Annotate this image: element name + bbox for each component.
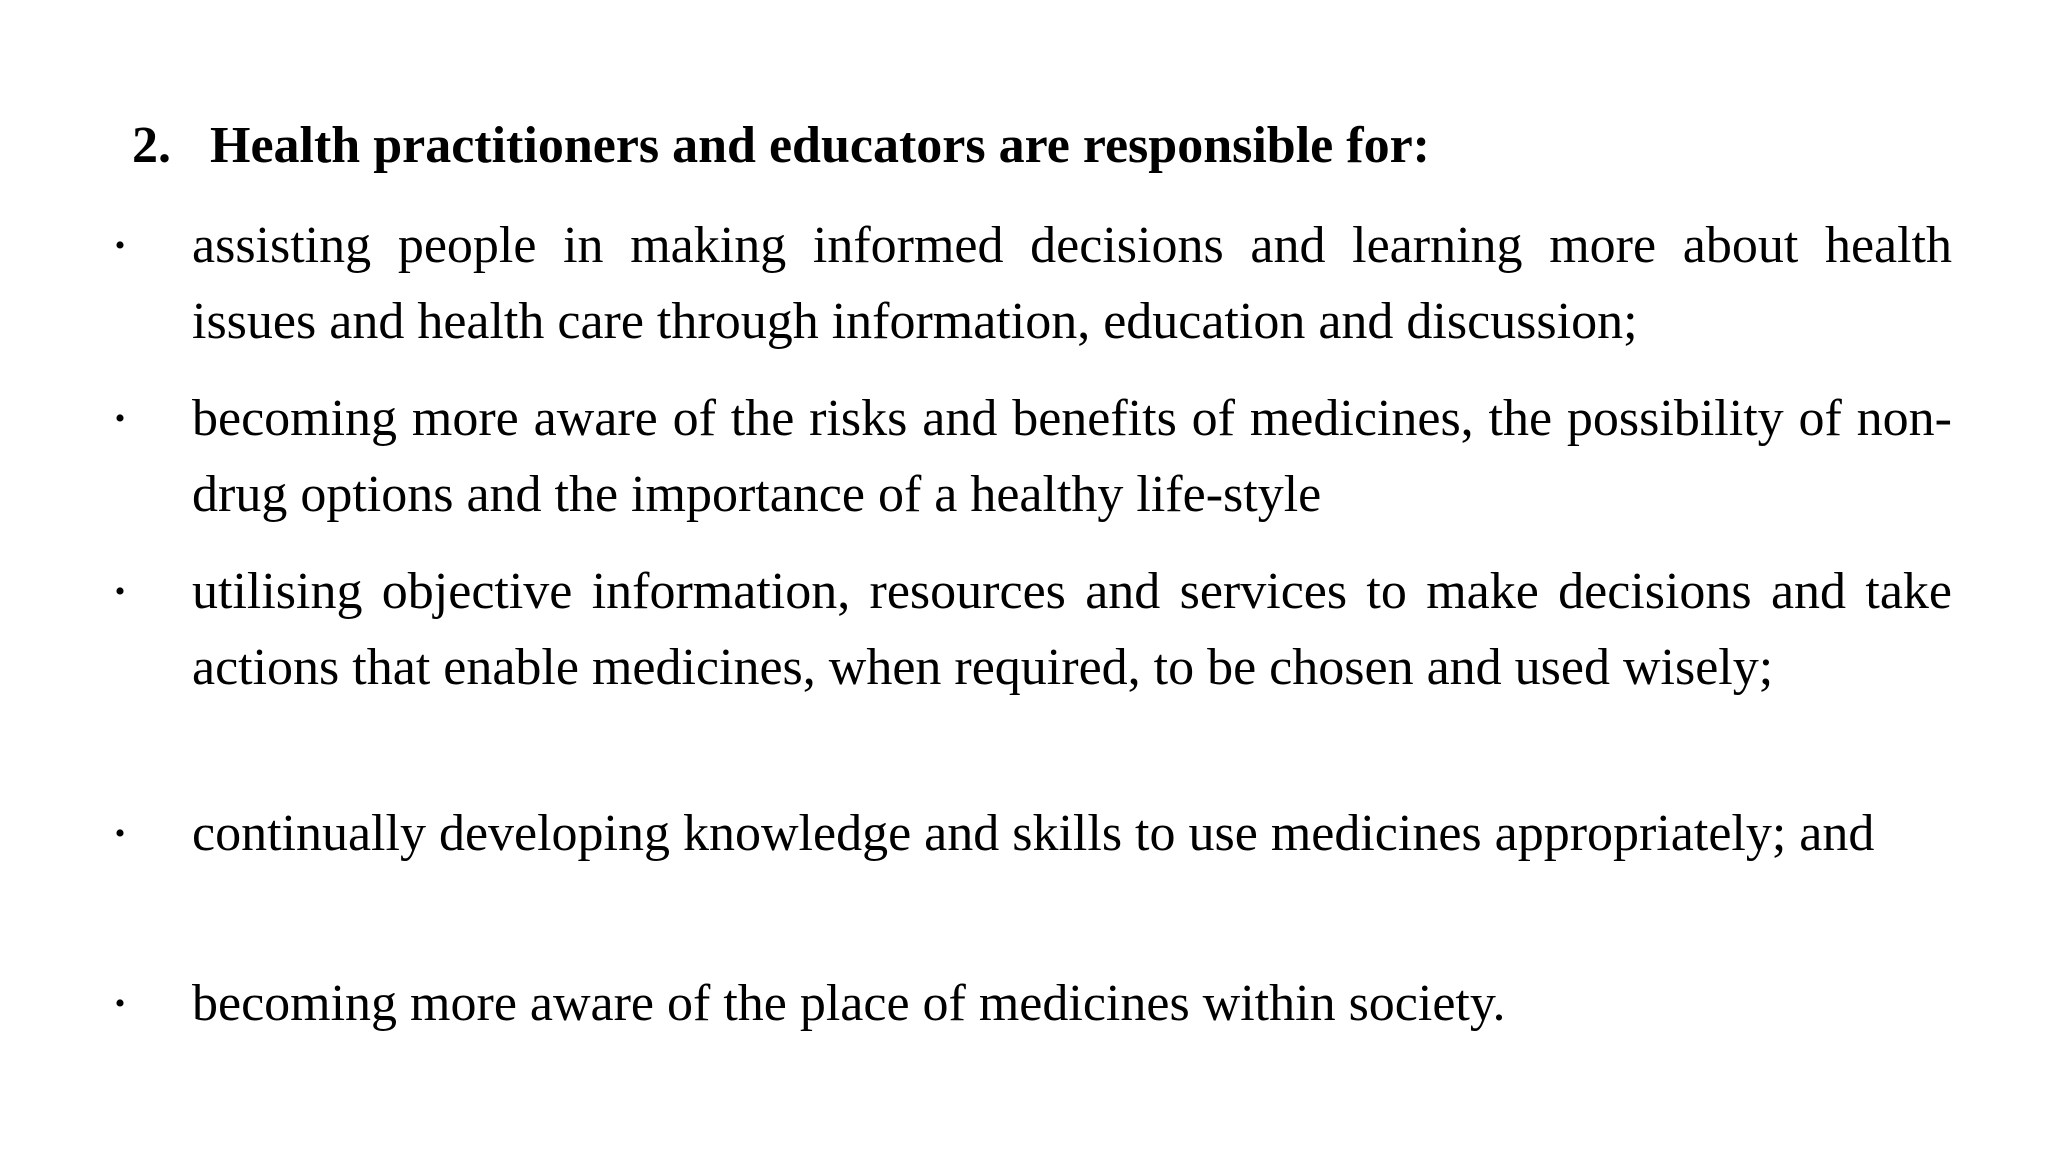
- list-item-text: assisting people in making informed decisions and learning more about health issues and health care through information, education and discussion;: [192, 217, 1952, 350]
- list-item-text: utilising objective information, resources and services to make decisions and take actions that enable medicines, when required, to be chosen and used wisely;: [192, 563, 1952, 696]
- bullet-icon: •: [114, 817, 126, 850]
- heading-number: 2.: [132, 117, 171, 174]
- bullet-icon: •: [114, 229, 126, 262]
- list-item-text: becoming more aware of the place of medicines within society.: [192, 975, 1506, 1032]
- heading-text: Health practitioners and educators are responsible for:: [210, 117, 1430, 174]
- list-item-text: becoming more aware of the risks and benefits of medicines, the possibility of non-drug options and the importance of a healthy life-style: [192, 390, 1952, 523]
- bullet-icon: •: [114, 575, 126, 608]
- section-heading: [132, 108, 1430, 184]
- bullet-icon: •: [114, 987, 126, 1020]
- bullet-icon: •: [114, 402, 126, 435]
- list-item-text: continually developing knowledge and skills to use medicines appropriately; and: [192, 805, 1875, 862]
